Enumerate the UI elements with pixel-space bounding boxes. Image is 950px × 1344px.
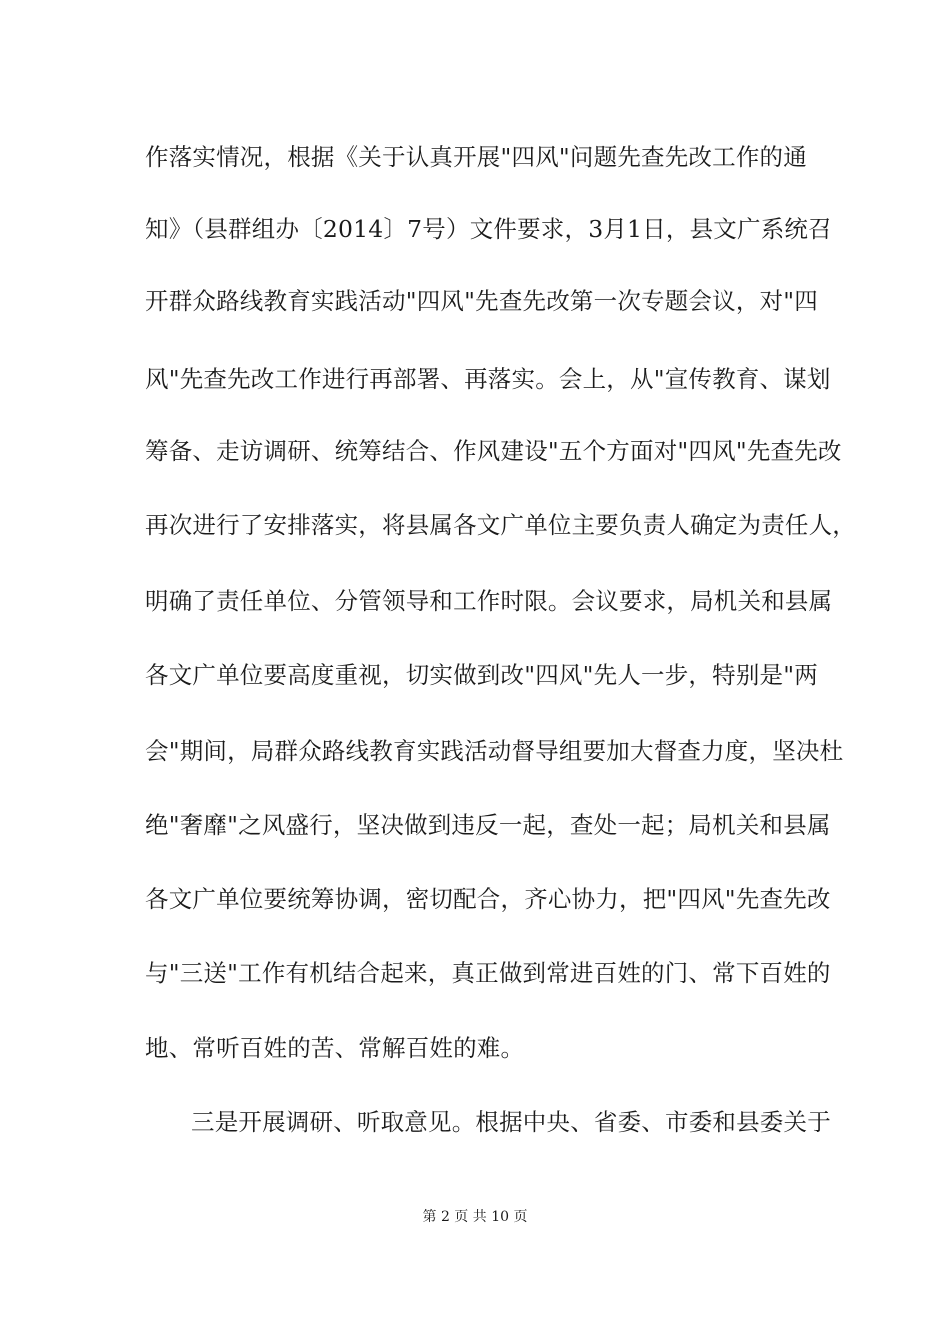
body-text-line: 作落实情况，根据《关于认真开展"四风"问题先查先改工作的通 — [145, 143, 807, 171]
body-text-line: 知》（县群组办〔2014〕7号）文件要求，3月1日，县文广系统召 — [145, 215, 832, 243]
body-text-line: 各文广单位要统筹协调，密切配合，齐心协力，把"四风"先查先改 — [145, 885, 831, 913]
body-text-line: 三是开展调研、听取意见。根据中央、省委、市委和县委关于 — [191, 1108, 831, 1136]
body-text-line: 开群众路线教育实践活动"四风"先查先改第一次专题会议，对"四 — [145, 287, 818, 315]
body-text-line: 明确了责任单位、分管领导和工作时限。会议要求，局机关和县属 — [145, 587, 833, 615]
body-text-line: 会"期间，局群众路线教育实践活动督导组要加大督查力度，坚决杜 — [145, 737, 844, 765]
body-text-line: 绝"奢靡"之风盛行，坚决做到违反一起，查处一起；局机关和县属 — [145, 811, 831, 839]
body-text-line: 筹备、走访调研、统筹结合、作风建设"五个方面对"四风"先查先改 — [145, 437, 842, 465]
body-text-line: 地、常听百姓的苦、常解百姓的难。 — [145, 1034, 525, 1062]
body-text-line: 各文广单位要高度重视，切实做到改"四风"先人一步，特别是"两 — [145, 661, 818, 689]
body-text-line: 再次进行了安排落实，将县属各文广单位主要负责人确定为责任人， — [145, 511, 856, 539]
page-number-footer: 第 2 页 共 10 页 — [422, 1209, 528, 1225]
body-text-line: 风"先查先改工作进行再部署、再落实。会上，从"宣传教育、谋划 — [145, 365, 831, 393]
body-text-line: 与"三送"工作有机结合起来，真正做到常进百姓的门、常下百姓的 — [145, 959, 831, 987]
